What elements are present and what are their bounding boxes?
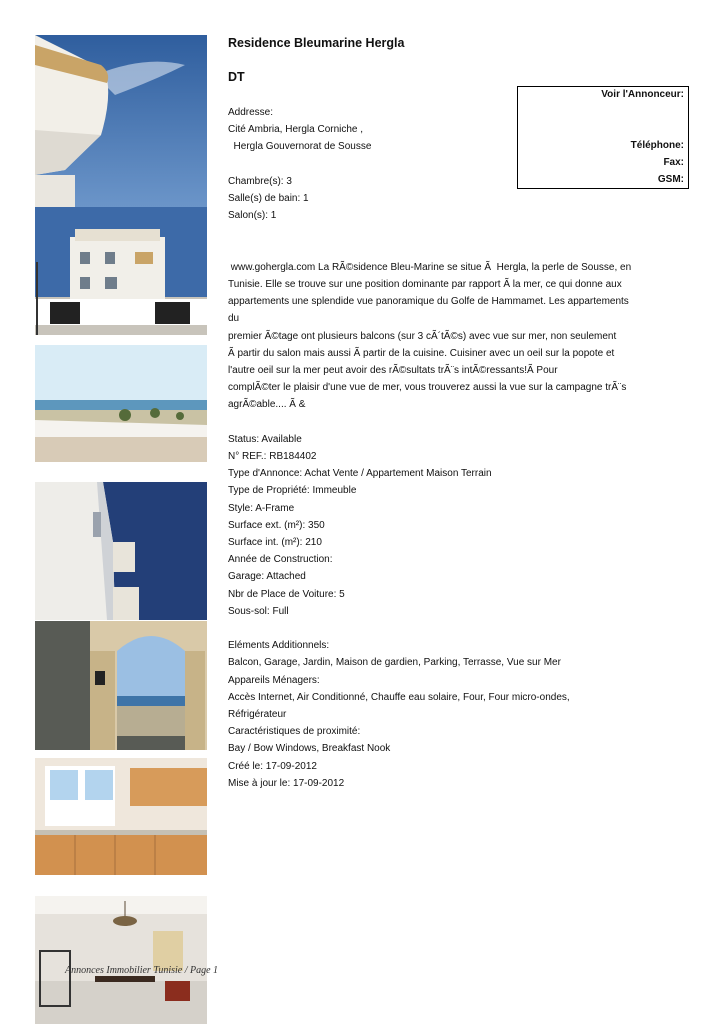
basement: Sous-sol: Full	[228, 605, 289, 617]
page-footer: Annonces Immobilier Tunisie / Page 1	[65, 965, 219, 976]
description-line: premier Ã©tage ont plusieurs balcons (sur 3 cÃ´tÃ©s) avec vue sur mer, non seulement	[228, 330, 617, 342]
appliances-line-2: Réfrigérateur	[228, 709, 287, 721]
ad-type: Type d'Annonce: Achat Vente / Appartement Maison Terrain	[228, 468, 492, 480]
property-type: Type de Propriété: Immeuble	[228, 485, 357, 497]
listing-details	[228, 104, 638, 792]
bathrooms: Salle(s) de bain: 1	[228, 193, 309, 204]
additional-elements: Balcon, Garage, Jardin, Maison de gardien, Parking, Terrasse, Vue sur Mer	[228, 657, 561, 669]
surface-ext: Surface ext. (m²): 350	[228, 519, 325, 531]
garage: Garage: Attached	[228, 571, 306, 583]
salons: Salon(s): 1	[228, 210, 277, 222]
address-line-1: Cité Ambria, Hergla Corniche ,	[228, 124, 364, 136]
construction-year: Année de Construction:	[228, 554, 333, 566]
surface-int: Surface int. (m²): 210	[228, 537, 322, 549]
photo-villa-facade	[35, 207, 207, 335]
created-date: Créé le: 17-09-2012	[228, 760, 317, 772]
bedrooms: Chambre(s): 3	[228, 175, 292, 187]
photo-balcony-sky	[35, 35, 207, 207]
description-line: l'autre oeil sur la mer peut avoir des rÃ©sultats trÃ¨s intÃ©ressants!Ã Pour	[228, 365, 558, 377]
description-line: www.gohergla.com La RÃ©sidence Bleu-Marine se situe Ã Hergla, la perle de Sousse, en	[228, 261, 632, 273]
description-line: Tunisie. Elle se trouve sur une position dominante par rapport Ã la mer, ce qui donne aux	[228, 279, 622, 290]
additional-elements-label: Eléments Additionnels:	[228, 640, 330, 652]
photo-dining-room	[35, 896, 207, 1024]
description-line: appartements une splendide vue panoramique du Golfe de Hammamet. Les appartements du	[228, 296, 629, 325]
gsm-label: GSM:	[657, 174, 684, 185]
appliances-label: Appareils Ménagers:	[228, 674, 320, 686]
parking-spaces: Nbr de Place de Voiture: 5	[228, 588, 345, 600]
description-line: agrÃ©able.... Ã &	[228, 399, 306, 411]
description-line: Ã partir du salon mais aussi Ã partir de la cuisine. Cuisiner avec un oeil sur la popote et	[228, 347, 615, 359]
photo-arch-sea-view	[35, 621, 207, 750]
advertiser-label[interactable]: Voir l'Annonceur:	[601, 89, 684, 100]
address-line-2: Hergla Gouvernorat de Sousse	[228, 141, 372, 153]
proximity-label: Caractéristiques de proximité:	[228, 726, 361, 738]
photo-sea-terrace	[35, 345, 207, 462]
reference-number: N° REF.: RB184402	[228, 451, 317, 463]
style: Style: A-Frame	[228, 502, 295, 514]
address-label: Addresse:	[228, 107, 274, 118]
phone-label: Téléphone:	[630, 140, 684, 151]
fax-label: Fax:	[663, 157, 684, 168]
photo-kitchen	[35, 758, 207, 875]
status: Status: Available	[228, 433, 302, 445]
proximity: Bay / Bow Windows, Breakfast Nook	[228, 743, 391, 755]
description	[228, 259, 638, 414]
updated-date: Mise à jour le: 17-09-2012	[228, 777, 345, 789]
appliances-line-1: Accès Internet, Air Conditionné, Chauffe eau solaire, Four, Four micro-ondes,	[228, 691, 570, 703]
listing-title: Residence Bleumarine Hergla	[228, 36, 405, 50]
description-line: complÃ©ter le plaisir d'une vue de mer, vous trouverez aussi la vue sur la campagne trÃ¨s	[228, 382, 627, 394]
photo-building-corner	[35, 482, 207, 620]
listing-price: DT	[228, 70, 245, 84]
